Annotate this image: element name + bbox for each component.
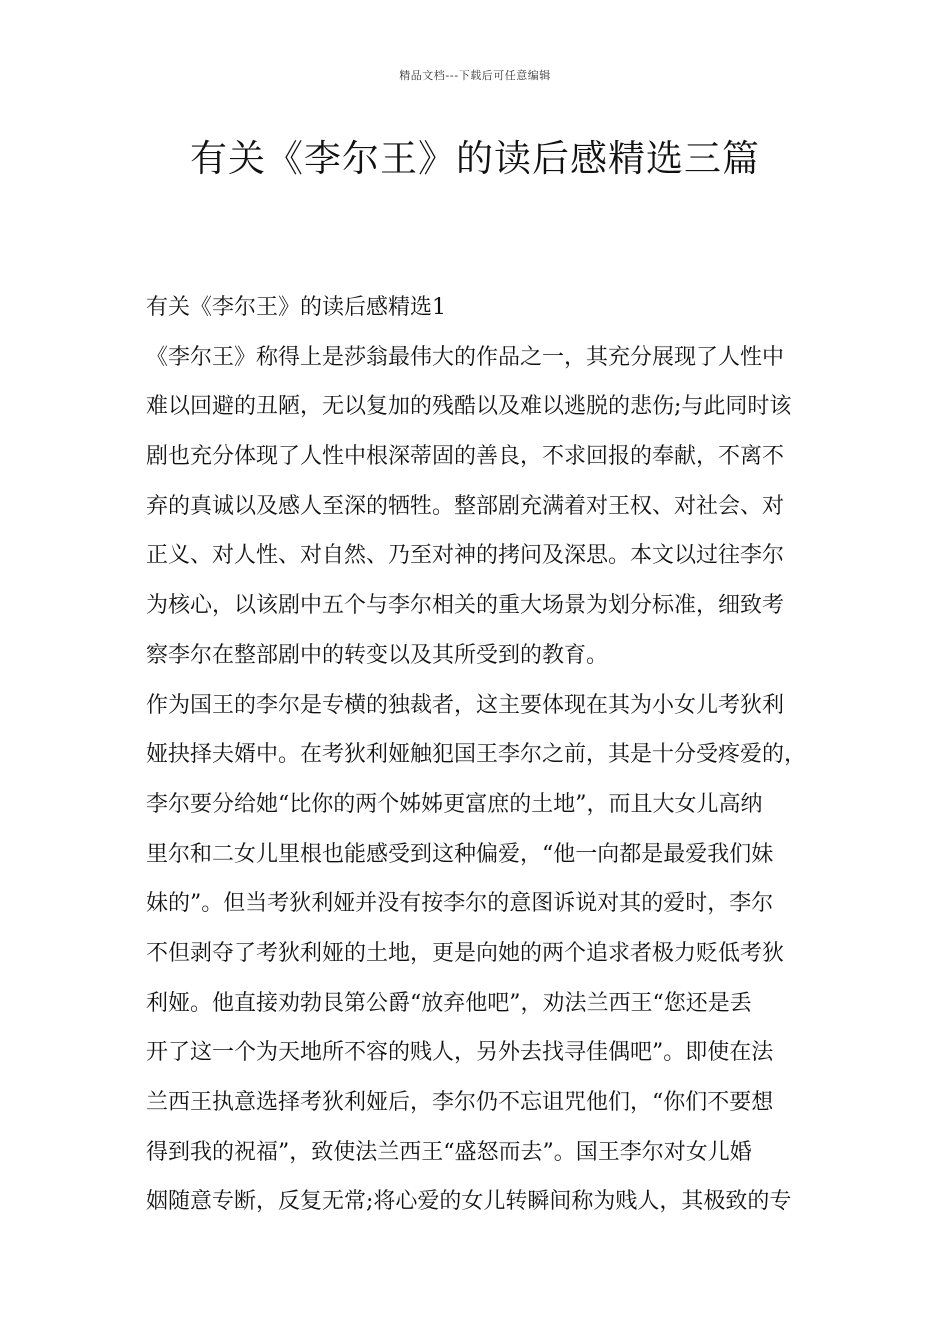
text-line: 娅抉择夫婿中。在考狄利娅触犯国王李尔之前，其是十分受疼爱的，: [146, 742, 807, 768]
text-line: 剧也充分体现了人性中根深蒂固的善良，不求回报的奉献，不离不: [146, 444, 785, 470]
text-line: 作为国王的李尔是专横的独裁者，这主要体现在其为小女儿考狄利: [146, 692, 785, 718]
text-line: 正义、对人性、对自然、乃至对神的拷问及深思。本文以过往李尔: [146, 543, 785, 569]
document-title: 有关《李尔王》的读后感精选三篇: [190, 137, 760, 180]
text-line: 弃的真诚以及感人至深的牺牲。整部剧充满着对王权、对社会、对: [146, 493, 785, 519]
text-line: 《李尔王》称得上是莎翁最伟大的作品之一，其充分展现了人性中: [146, 344, 785, 370]
header-note: 精品文档---下载后可任意编辑: [399, 69, 551, 82]
text-line: 得到我的祝福”，致使法兰西王“盛怒而去”。国王李尔对女儿婚: [146, 1139, 752, 1165]
text-line: 难以回避的丑陋，无以复加的残酷以及难以逃脱的悲伤;与此同时该: [146, 394, 792, 420]
text-line: 不但剥夺了考狄利娅的土地，更是向她的两个追求者极力贬低考狄: [146, 940, 785, 966]
text-line: 利娅。他直接劝勃艮第公爵“放弃他吧”，劝法兰西王“您还是丢: [146, 990, 752, 1016]
text-line: 里尔和二女儿里根也能感受到这种偏爱，“他一向都是最爱我们妹: [146, 841, 774, 867]
text-line: 姻随意专断，反复无常;将心爱的女儿转瞬间称为贱人，其极致的专: [146, 1189, 792, 1215]
text-line: 察李尔在整部剧中的转变以及其所受到的教育。: [146, 642, 609, 668]
text-line: 李尔要分给她“比你的两个姊姊更富庶的土地”，而且大女儿高纳: [146, 791, 763, 817]
text-line: 开了这一个为天地所不容的贱人，另外去找寻佳偶吧”。即使在法: [146, 1040, 774, 1066]
text-line: 为核心，以该剧中五个与李尔相关的重大场景为划分标准，细致考: [146, 593, 785, 619]
text-line: 兰西王执意选择考狄利娅后，李尔仍不忘诅咒他们，“你们不要想: [146, 1090, 774, 1115]
text-line: 妹的”。但当考狄利娅并没有按李尔的意图诉说对其的爱时，李尔: [146, 891, 774, 917]
document-body: [146, 283, 826, 1227]
section-heading: 有关《李尔王》的读后感精选1: [146, 295, 446, 320]
